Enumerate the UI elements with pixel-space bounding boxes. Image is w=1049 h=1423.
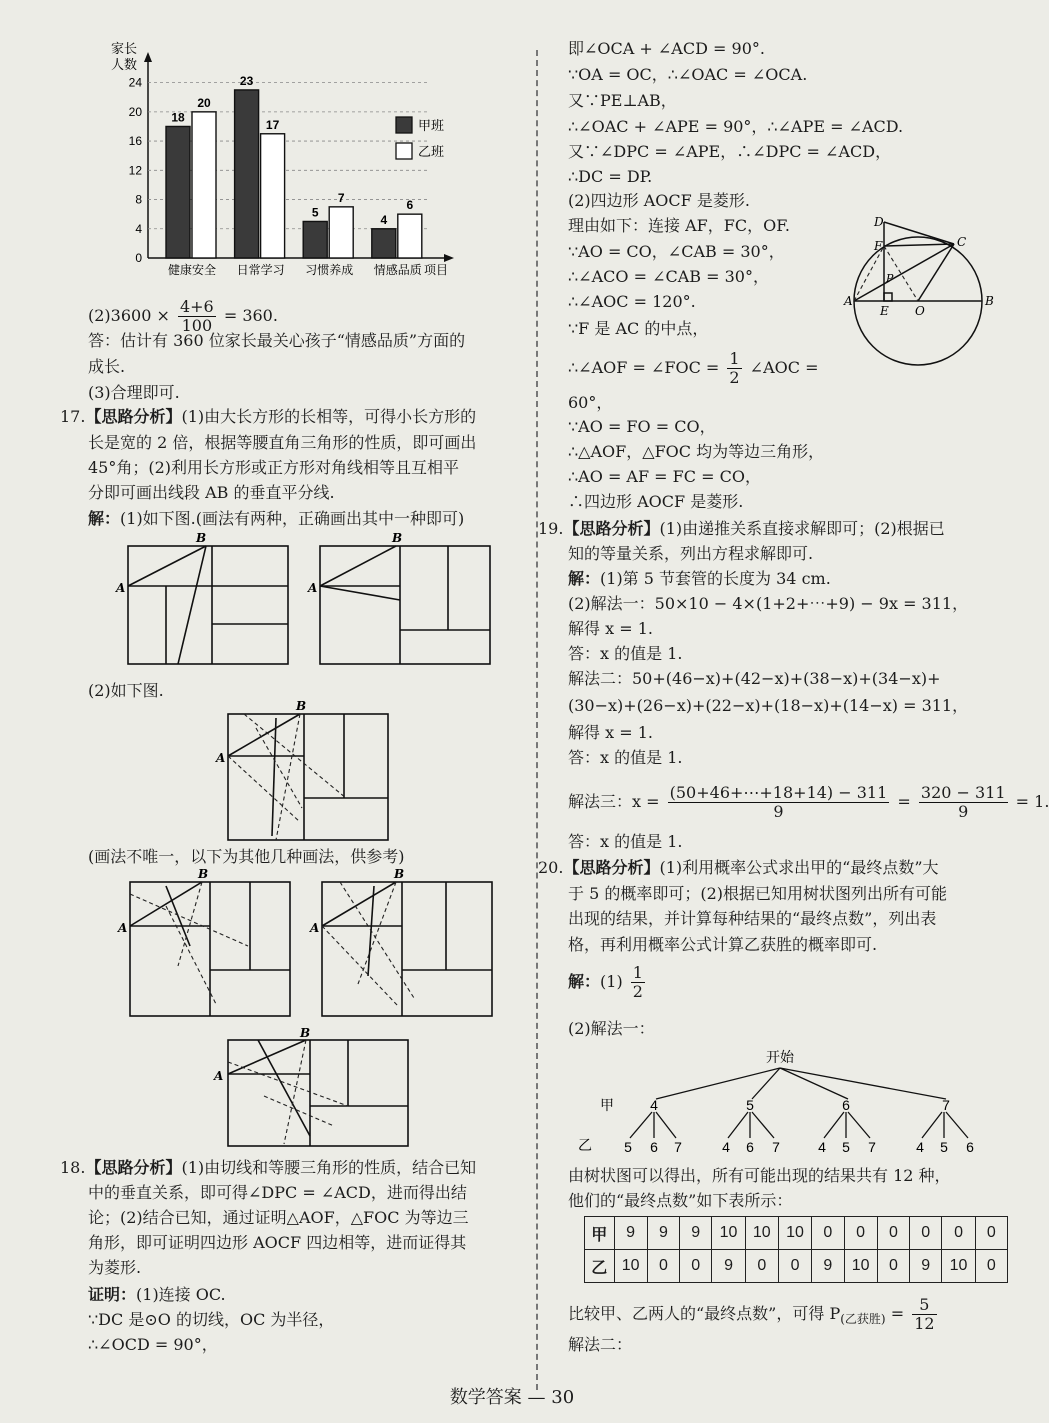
x-category-label: 习惯养成 (305, 263, 354, 277)
q20-conclusion: 比较甲、乙两人的“最终点数”，可得 $P_{(乙获胜)}$ = $\frac{5}{12}$ (568, 1295, 935, 1333)
r-line17: ∴AO = AF = FC = CO， (568, 467, 761, 486)
table-cell: 10 (614, 1250, 647, 1283)
table-cell: 0 (680, 1250, 712, 1283)
svg-text:E: E (880, 304, 889, 318)
svg-text:B: B (198, 867, 209, 881)
svg-text:4: 4 (818, 1139, 826, 1155)
q16-answer-line2: 成长. (88, 357, 126, 376)
r-line13: ∴∠AOF = ∠FOC = $\frac{1}{2}$ ∠AOC = (568, 349, 819, 387)
y-tick-label: 0 (135, 251, 142, 265)
q20-analysis-line2: 于 5 的概率即可；(2)根据已知用树状图列出所有可能 (568, 884, 948, 903)
table-cell: 10 (778, 1217, 811, 1250)
page-footer: 数学答案 — 30 (449, 1387, 575, 1408)
svg-text:5: 5 (624, 1139, 632, 1155)
q18-analysis-line5: 为菱形. (88, 1258, 142, 1277)
table-cell: 0 (647, 1250, 679, 1283)
bar-value-label: 20 (197, 95, 211, 110)
svg-text:5: 5 (940, 1139, 948, 1155)
bar (166, 126, 190, 258)
column-divider (536, 50, 538, 1390)
bar-value-label: 5 (311, 205, 319, 220)
table-cell: 0 (812, 1217, 844, 1250)
r-line3: 又∵PE⊥AB， (568, 91, 677, 110)
svg-text:7: 7 (674, 1139, 682, 1155)
bar (192, 112, 216, 258)
q17-figure-1a (116, 530, 296, 670)
x-axis-title: 项目 (423, 263, 449, 277)
legend-label: 乙班 (418, 145, 445, 160)
q17-figure-2 (216, 698, 396, 848)
q20-analysis-line3: 出现的结果，并计算每种结果的“最终点数”，列出表 (568, 909, 937, 928)
r-line6: ∴DC = DP. (568, 167, 653, 186)
q17-analysis-line3: 45°角；(2)利用长方形或正方形对角线相等且互相平 (88, 458, 460, 477)
table-cell: 0 (745, 1250, 778, 1283)
svg-text:7: 7 (942, 1097, 950, 1113)
r-line18: ∴四边形 AOCF 是菱形. (568, 492, 744, 511)
q18-analysis-line1: 18.【思路分析】(1)由切线和等腰三角形的性质，结合已知 (60, 1158, 477, 1177)
bar-value-label: 17 (265, 117, 280, 132)
q18-proof-line2: ∵DC 是⊙O 的切线，OC 为半径， (88, 1310, 335, 1329)
q20-method2: 解法二： (568, 1335, 633, 1354)
tree-start-label: 开始 (766, 1050, 794, 1066)
q17-figure-3 (118, 866, 298, 1021)
y-axis-arrow (144, 52, 152, 62)
q19-method1-answer: 答：x 的值是 1. (568, 644, 683, 663)
q18-proof: 证明：(1)连接 OC. (88, 1285, 226, 1304)
legend-swatch (396, 117, 412, 133)
q17-part2: (2)如下图. (88, 681, 164, 700)
q20-tree-diagram (568, 1044, 1008, 1164)
svg-text:B: B (196, 531, 207, 545)
r-line2: ∵OA = OC，∴∠OAC = ∠OCA. (568, 65, 808, 84)
q20-analysis-line1: 20.【思路分析】(1)利用概率公式求出甲的“最终点数”大 (538, 858, 939, 877)
svg-text:F: F (874, 239, 883, 253)
bar-value-label: 23 (239, 73, 254, 88)
r-line1: 即∠OCA + ∠ACD = 90°. (568, 39, 765, 58)
q17-figure-4 (310, 866, 500, 1021)
svg-text:B: B (392, 531, 403, 545)
svg-text:A: A (118, 921, 128, 935)
y-axis-label-line1: 家长 (111, 42, 138, 57)
q20-points-table-wrap (584, 1216, 1008, 1283)
table-cell: 0 (877, 1217, 909, 1250)
table-row-header: 甲 (585, 1217, 615, 1250)
table-row-yi (585, 1250, 1008, 1283)
svg-text:5: 5 (746, 1097, 754, 1113)
svg-text:6: 6 (746, 1139, 754, 1155)
q18-proof-line3: ∴∠OCD = 90°， (88, 1335, 218, 1354)
table-cell: 0 (975, 1217, 1007, 1250)
svg-text:4: 4 (650, 1097, 658, 1113)
svg-text:B: B (985, 294, 994, 308)
table-cell: 10 (844, 1250, 877, 1283)
svg-text:B: B (296, 699, 307, 713)
svg-text:A: A (310, 921, 320, 935)
r-line15: ∵AO = FO = CO， (568, 417, 716, 436)
y-tick-label: 12 (128, 163, 142, 178)
q16-part2: (2)3600 × $\frac{4+6}{100}$ = 360. (88, 297, 278, 335)
svg-text:6: 6 (966, 1139, 974, 1155)
q19-method3: 解法三：x = $\frac{(50+46+\cdots+18+14) - 311}{9}$ = $\frac{320 - 311}{9}$ = 1. (568, 783, 1049, 821)
tree-yi-label: 乙 (578, 1138, 592, 1154)
bar-value-label: 7 (337, 190, 345, 205)
y-axis-label-line2: 人数 (111, 58, 138, 73)
q16-part3: (3)合理即可. (88, 383, 180, 402)
q17-analysis-line4: 分即可画出线段 AB 的垂直平分线. (88, 483, 335, 502)
svg-text:4: 4 (722, 1139, 730, 1155)
table-cell: 9 (680, 1217, 712, 1250)
bar-value-label: 6 (406, 198, 414, 213)
table-cell: 9 (812, 1250, 844, 1283)
q17-note: (画法不唯一，以下为其他几种画法，供参考) (88, 847, 405, 866)
q19-method2-result: 解得 x = 1. (568, 723, 653, 742)
table-cell: 9 (647, 1217, 679, 1250)
q20-part2: (2)解法一： (568, 1019, 655, 1038)
svg-text:7: 7 (868, 1139, 876, 1155)
table-cell: 10 (712, 1217, 745, 1250)
q19-method2-line2: (30−x)+(26−x)+(22−x)+(18−x)+(14−x) = 311， (568, 696, 969, 715)
table-cell: 10 (942, 1250, 975, 1283)
q17-analysis-line2: 长是宽的 2 倍，根据等腰直角三角形的性质，即可画出 (88, 433, 477, 452)
svg-text:B: B (300, 1026, 311, 1040)
q19-solution: 解：(1)第 5 节套管的长度为 34 cm. (568, 569, 831, 588)
table-cell: 9 (712, 1250, 745, 1283)
q20-tree-conclusion1: 由树状图可以得出，所有可能出现的结果共有 12 种， (568, 1166, 951, 1185)
q20-analysis-line4: 格，再利用概率公式计算乙获胜的概率即可. (568, 935, 878, 954)
q19-method2-answer: 答：x 的值是 1. (568, 748, 683, 767)
bar (261, 134, 285, 258)
q18-analysis-line2: 中的垂直关系，即可得∠DPC = ∠ACD，进而得出结 (88, 1183, 467, 1202)
svg-text:P: P (886, 272, 894, 285)
r-line9: ∵AO = CO，∠CAB = 30°， (568, 242, 785, 261)
y-tick-label: 16 (128, 134, 142, 149)
x-category-label: 情感品质 (373, 263, 422, 277)
svg-text:A: A (308, 581, 318, 595)
bar (372, 229, 396, 258)
r-line12: ∵F 是 AC 的中点， (568, 319, 709, 338)
svg-text:5: 5 (842, 1139, 850, 1155)
q16-answer-line1: 答：估计有 360 位家长最关心孩子“情感品质”方面的 (88, 331, 466, 350)
r-line8: 理由如下：连接 AF，FC，OF. (568, 216, 790, 235)
svg-text:A: A (116, 581, 126, 595)
y-tick-label: 24 (128, 75, 142, 90)
q20-solution: 解：(1) $\frac{1}{2}$ (568, 963, 643, 1001)
r-line16: ∴△AOF，△FOC 均为等边三角形， (568, 442, 825, 461)
bar (303, 221, 327, 258)
svg-text:6: 6 (650, 1139, 658, 1155)
r-line11: ∴∠AOC = 120°. (568, 292, 696, 311)
table-cell: 9 (614, 1217, 647, 1250)
x-category-label: 健康安全 (167, 263, 217, 277)
y-tick-label: 20 (128, 104, 142, 119)
svg-text:A: A (214, 1069, 224, 1083)
q17-solution: 解：(1)如下图.(画法有两种，正确画出其中一种即可) (88, 509, 465, 528)
q17-figure-1b (308, 530, 498, 670)
svg-text:7: 7 (772, 1139, 780, 1155)
x-axis-arrow (444, 254, 454, 262)
svg-text:4: 4 (916, 1139, 924, 1155)
q19-method3-answer: 答：x 的值是 1. (568, 832, 683, 851)
table-cell: 0 (942, 1217, 975, 1250)
q18-analysis-line3: 论；(2)结合已知，通过证明△AOF，△FOC 为等边三 (88, 1208, 469, 1227)
bar-value-label: 18 (171, 110, 185, 125)
r-line4: ∴∠OAC + ∠APE = 90°，∴∠APE = ∠ACD. (568, 117, 904, 136)
table-cell: 0 (910, 1217, 942, 1250)
x-category-label: 日常学习 (236, 263, 285, 277)
svg-text:A: A (216, 751, 226, 765)
r-line14: 60°， (568, 393, 613, 412)
table-cell: 10 (745, 1217, 778, 1250)
q19-method1: (2)解法一：50×10 − 4×(1+2+⋯+9) − 9x = 311， (568, 594, 969, 613)
bar (398, 214, 422, 258)
svg-text:C: C (957, 235, 967, 249)
bar-value-label: 4 (380, 212, 388, 227)
points-table (584, 1216, 1008, 1283)
q19-analysis-line1: 19.【思路分析】(1)由递推关系直接求解即可；(2)根据已 (538, 519, 945, 538)
bar-chart (108, 38, 488, 278)
svg-text:A: A (844, 294, 853, 308)
bar (329, 207, 353, 258)
table-row-header: 乙 (585, 1250, 615, 1283)
q18-analysis-line4: 角形，即可证明四边形 AOCF 四边相等，进而证得其 (88, 1233, 467, 1252)
r-line10: ∴∠ACO = ∠CAB = 30°， (568, 267, 769, 286)
q19-method1-result: 解得 x = 1. (568, 619, 653, 638)
y-tick-label: 8 (135, 192, 142, 207)
table-cell: 0 (844, 1217, 877, 1250)
svg-text:O: O (915, 304, 925, 318)
table-cell: 9 (910, 1250, 942, 1283)
r-line7: (2)四边形 AOCF 是菱形. (568, 191, 750, 210)
svg-text:B: B (394, 867, 405, 881)
q18-circle-figure (844, 210, 992, 380)
bar (235, 90, 259, 258)
q19-analysis-line2: 知的等量关系，列出方程求解即可. (568, 544, 814, 563)
table-cell: 0 (975, 1250, 1007, 1283)
q17-analysis-line1: 17.【思路分析】(1)由大长方形的长相等，可得小长方形的 (60, 407, 477, 426)
legend-label: 甲班 (418, 119, 445, 134)
q19-method2: 解法二：50+(46−x)+(42−x)+(38−x)+(34−x)+ (568, 669, 941, 688)
table-cell: 0 (877, 1250, 909, 1283)
table-cell: 0 (778, 1250, 811, 1283)
legend-swatch (396, 143, 412, 159)
tree-jia-label: 甲 (600, 1098, 614, 1114)
y-tick-label: 4 (135, 221, 142, 236)
svg-text:6: 6 (842, 1097, 850, 1113)
r-line5: 又∵∠DPC = ∠APE，∴∠DPC = ∠ACD， (568, 142, 892, 161)
q20-tree-conclusion2: 他们的“最终点数”如下表所示： (568, 1191, 793, 1210)
table-row-jia (585, 1217, 1008, 1250)
svg-text:D: D (874, 215, 884, 229)
q17-figure-5 (214, 1026, 414, 1151)
